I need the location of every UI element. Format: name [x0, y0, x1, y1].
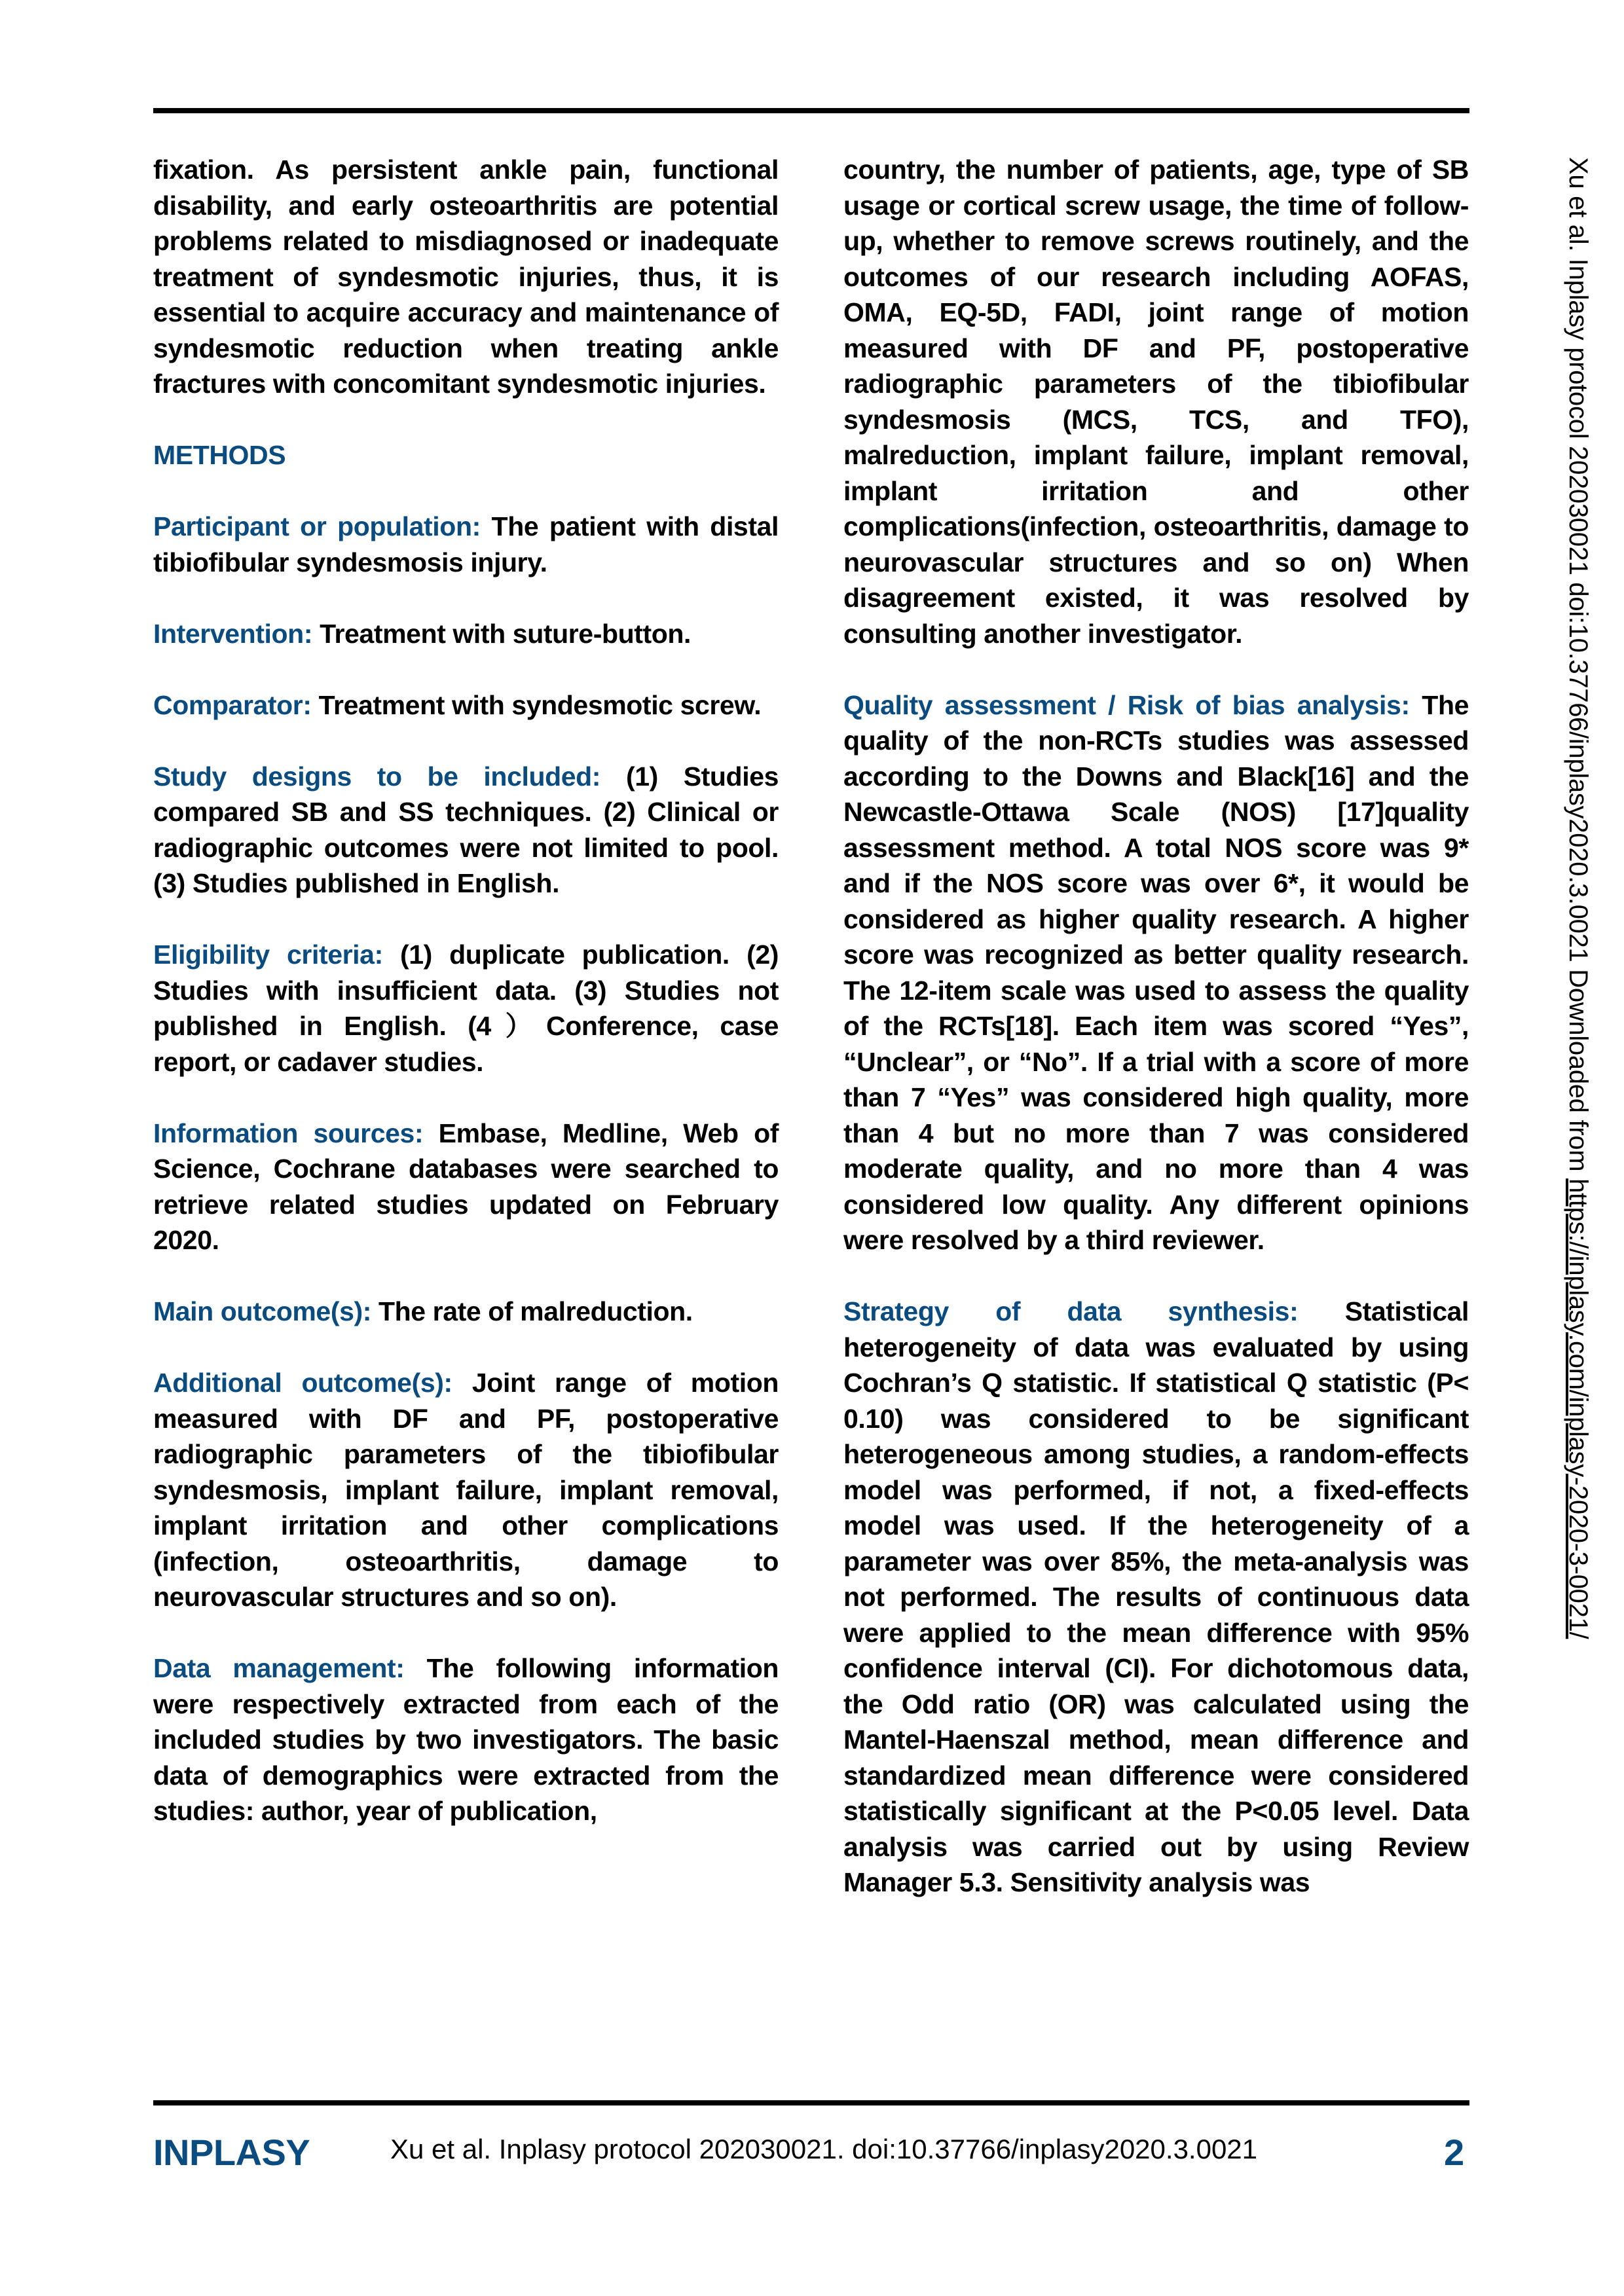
section-label: Quality assessment / Risk of bias analysis: — [843, 689, 1410, 720]
section-text: (1) Studies compared SB and SS techniques. (2) Clinical or radiographic outcomes were not limited to pool. (3) Studies published in English. — [153, 761, 779, 898]
section-text: The rate of malreduction. — [378, 1296, 693, 1326]
section-information-sources — [153, 1116, 779, 1258]
header-rule — [153, 108, 1469, 113]
section-eligibility — [153, 937, 779, 1080]
footer-rule — [153, 2100, 1469, 2105]
section-text: Joint range of motion measured with DF and PF, postoperative radiographic parameters of the tibiofibular syndesmosis, implant failure, implant removal, implant irritation and other complications (infection, osteoarthritis, damage to neurovascular structures and so on). — [153, 1368, 779, 1612]
left-column — [153, 152, 779, 1829]
side-note-text: Xu et al. Inplasy protocol 202030021 doi:10.37766/inplasy2020.3.0021 Downloaded from — [1564, 157, 1593, 1179]
section-label: Intervention: — [153, 618, 313, 649]
section-text: (1) duplicate publication. (2) Studies with insufficient data. (3) Studies not published in English. (4）Conference, case report, or cadaver studies. — [153, 939, 779, 1077]
section-text: Statistical heterogeneity of data was evaluated by using Cochran’s Q statistic. If statistical Q statistic (P< 0.10) was considered to be significant heterogeneous among studies, a random-effects model was performed, if not, a fixed-effects model was used. If the heterogeneity of a parameter was over 85%, the meta-analysis was not performed. The results of continuous data were applied to the mean difference with 95% confidence interval (CI). For dichotomous data, the Odd ratio (OR) was calculated using the Mantel-Haenszal method, mean difference and standardized mean difference were considered statistically significant at the P<0.05 level. Data analysis was carried out by using Review Manager 5.3. Sensitivity analysis was — [843, 1296, 1469, 1897]
section-label: Eligibility criteria: — [153, 939, 383, 970]
section-participant — [153, 509, 779, 580]
section-study-designs — [153, 759, 779, 902]
continuation-paragraph: country, the number of patients, age, type of SB usage or cortical screw usage, the time of follow-up, whether to remove screws routinely, and the outcomes of our research including AOFAS, OMA, EQ-5D, FADI, joint range of motion measured with DF and PF, postoperative radiographic parameters of the tibiofibular syndesmosis (MCS, TCS, and TFO), malreduction, implant failure, implant removal, implant irritation and other complications(infection, osteoarthritis, damage to neurovascular structures and so on) When disagreement existed, it was resolved by consulting another investigator. — [843, 155, 1469, 649]
section-text: The following information were respectively extracted from each of the included studies by two investigators. The basic data of demographics were extracted from the studies: author, year of publication, — [153, 1653, 779, 1826]
section-label: Comparator: — [153, 689, 312, 720]
download-link[interactable]: https://inplasy.com/inplasy-2020-3-0021/ — [1564, 1178, 1593, 1639]
inplasy-logo: INPLASY — [153, 2132, 310, 2173]
section-label: Additional outcome(s): — [153, 1368, 452, 1398]
section-comparator — [153, 687, 779, 723]
section-label: Information sources: — [153, 1118, 424, 1148]
section-label: Main outcome(s): — [153, 1296, 371, 1326]
section-text: Treatment with syndesmotic screw. — [318, 689, 762, 720]
side-download-note — [1563, 157, 1593, 1639]
section-label: Study designs to be included: — [153, 761, 601, 792]
section-data-management — [153, 1650, 779, 1829]
section-text: The patient with distal tibiofibular syndesmosis injury. — [153, 511, 779, 577]
section-intervention — [153, 616, 779, 652]
intro-paragraph: fixation. As persistent ankle pain, functional disability, and early osteoarthritis are potential problems related to misdiagnosed or inadequate treatment of syndesmotic injuries, thus, it is essential to acquire accuracy and maintenance of syndesmotic reduction when treating ankle fractures with concomitant syndesmotic injuries. — [153, 155, 779, 399]
section-additional-outcome — [153, 1365, 779, 1615]
section-data-synthesis — [843, 1294, 1469, 1901]
right-column — [843, 152, 1469, 1901]
methods-heading: METHODS — [153, 440, 286, 470]
section-text: Treatment with suture-button. — [320, 618, 692, 649]
section-quality-assessment — [843, 687, 1469, 1258]
section-label: Data management: — [153, 1653, 405, 1683]
section-text: Embase, Medline, Web of Science, Cochrane databases were searched to retrieve related studies updated on February 2020. — [153, 1118, 779, 1255]
section-label: Strategy of data synthesis: — [843, 1296, 1299, 1326]
page-number: 2 — [1444, 2132, 1465, 2173]
section-label: Participant or population: — [153, 511, 481, 541]
section-main-outcome — [153, 1294, 779, 1330]
section-text: The quality of the non-RCTs studies was assessed according to the Downs and Black[16] and the Newcastle-Ottawa Scale (NOS) [17]quality assessment method. A total NOS score was 9* and if the NOS score was over 6*, it would be considered as higher quality research. A higher score was recognized as better quality research. The 12-item scale was used to assess the quality of the RCTs[18]. Each item was scored “Yes”, “Unclear”, or “No”. If a trial with a score of more than 7 “Yes” was considered high quality, more than 4 but no more than 7 was considered moderate quality, and no more than 4 was considered low quality. Any different opinions were resolved by a third reviewer. — [843, 689, 1469, 1255]
footer-citation: Xu et al. Inplasy protocol 202030021. doi:10.37766/inplasy2020.3.0021 — [390, 2134, 1258, 2164]
